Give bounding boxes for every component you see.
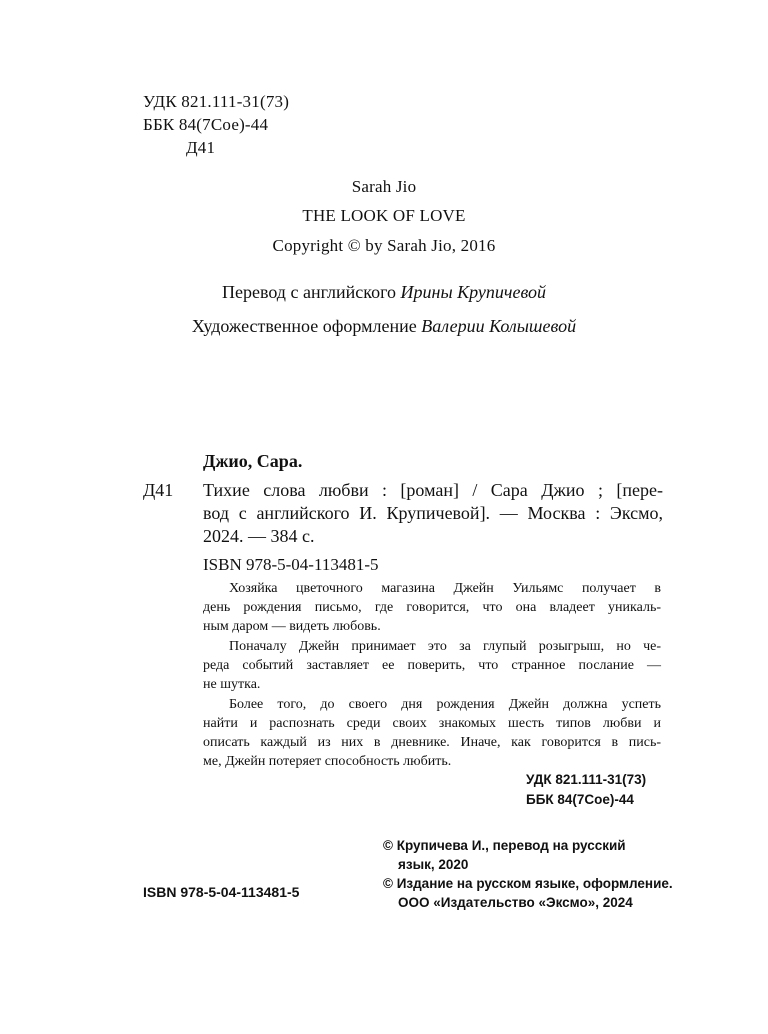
entry-author: Джио, Сара. xyxy=(203,451,303,471)
design-credit xyxy=(0,316,768,337)
udk-classification: УДК 821.111-31(73) xyxy=(526,772,647,787)
entry-line: вод с английского И. Крупичевой]. — Москва : Эксмо, xyxy=(203,503,663,523)
entry-isbn: ISBN 978-5-04-113481-5 xyxy=(203,555,379,574)
original-title: THE LOOK OF LOVE xyxy=(302,206,466,225)
annotation-line: реда событий заставляет ее поверить, что странное послание — xyxy=(203,658,661,673)
annotation-line: не шутка. xyxy=(203,677,261,692)
copyright-line: © Издание на русском языке, оформление. xyxy=(383,876,673,891)
annotation-line: Хозяйка цветочного магазина Джейн Уильямс получает в xyxy=(229,581,661,596)
copyright-line: ООО «Издательство «Эксмо», 2024 xyxy=(398,895,633,910)
translation-prefix: Перевод с английского xyxy=(221,282,401,302)
bbk-classification: ББК 84(7Сое)-44 xyxy=(526,792,634,807)
udk-code: УДК 821.111-31(73) xyxy=(143,92,290,111)
author-sign: Д41 xyxy=(186,138,216,157)
designer-name: Валерии Колышевой xyxy=(421,316,577,336)
annotation-line: Более того, до своего дня рождения Джейн должна успеть xyxy=(229,697,661,712)
entry-line: 2024. — 384 с. xyxy=(203,526,315,546)
bbk-code: ББК 84(7Сое)-44 xyxy=(143,115,269,134)
annotation-line: описать каждый из них в дневнике. Иначе, как говорится в пись- xyxy=(203,735,661,750)
translation-credit xyxy=(0,282,768,303)
original-copyright: Copyright © by Sarah Jio, 2016 xyxy=(272,236,496,255)
annotation-line: ме, Джейн потеряет способность любить. xyxy=(203,754,452,769)
annotation-line: ным даром — видеть любовь. xyxy=(203,619,381,634)
entry-code: Д41 xyxy=(143,480,174,500)
annotation-line: найти и распознать среди своих знакомых шесть типов любви и xyxy=(203,716,661,731)
translator-name: Ирины Крупичевой xyxy=(400,282,547,302)
original-author: Sarah Jio xyxy=(351,177,417,196)
copyright-line: © Крупичева И., перевод на русский xyxy=(383,838,626,853)
design-prefix: Художественное оформление xyxy=(191,316,422,336)
footer-isbn: ISBN 978-5-04-113481-5 xyxy=(143,884,300,900)
annotation-line: Поначалу Джейн принимает это за глупый розыгрыш, но че- xyxy=(229,639,661,654)
copyright-line: язык, 2020 xyxy=(398,857,469,872)
annotation-line: день рождения письмо, где говорится, что она владеет уникаль- xyxy=(203,600,661,615)
entry-line: Тихие слова любви : [роман] / Сара Джио ; [пере- xyxy=(203,480,663,500)
